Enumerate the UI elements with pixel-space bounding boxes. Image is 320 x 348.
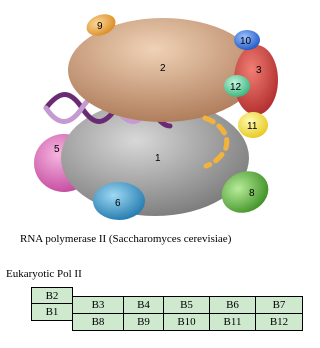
table-cell-b5: B5 (163, 296, 210, 314)
table-cell-b3: B3 (72, 296, 124, 314)
subunit-2-text: 2 (160, 63, 166, 74)
subunit-10 (234, 30, 260, 50)
table-cell-b6: B6 (209, 296, 256, 314)
subunit-1-label: 1 (155, 153, 161, 164)
subunit-6 (93, 182, 145, 220)
section-title: Eukaryotic Pol II (6, 268, 82, 280)
table-cell-b9: B9 (123, 313, 164, 331)
table-cell-b4: B4 (123, 296, 164, 314)
table-cell-b8: B8 (72, 313, 124, 331)
subunit-12 (224, 75, 250, 97)
table-cell-b11: B11 (209, 313, 256, 331)
table-cell-b10: B10 (163, 313, 210, 331)
diagram-caption: RNA polymerase II (Saccharomyces cerevisiae) (20, 233, 232, 245)
subunit-11 (238, 112, 268, 138)
subunit-8-label: 8 (249, 188, 255, 199)
table-cell-b2: B2 (31, 287, 73, 304)
subunit-5-label: 5 (54, 144, 60, 155)
table-cell-b7: B7 (255, 296, 303, 314)
subunit-3-label: 3 (256, 65, 262, 76)
table-cell-b12: B12 (255, 313, 303, 331)
subunit-6-label: 6 (115, 198, 121, 209)
subunit-9-label: 9 (97, 21, 103, 32)
subunit-10-label: 10 (240, 36, 252, 47)
subunit-12-label: 12 (230, 82, 242, 93)
subunit-11-label: 11 (247, 121, 258, 132)
table-cell-b1: B1 (31, 303, 73, 321)
